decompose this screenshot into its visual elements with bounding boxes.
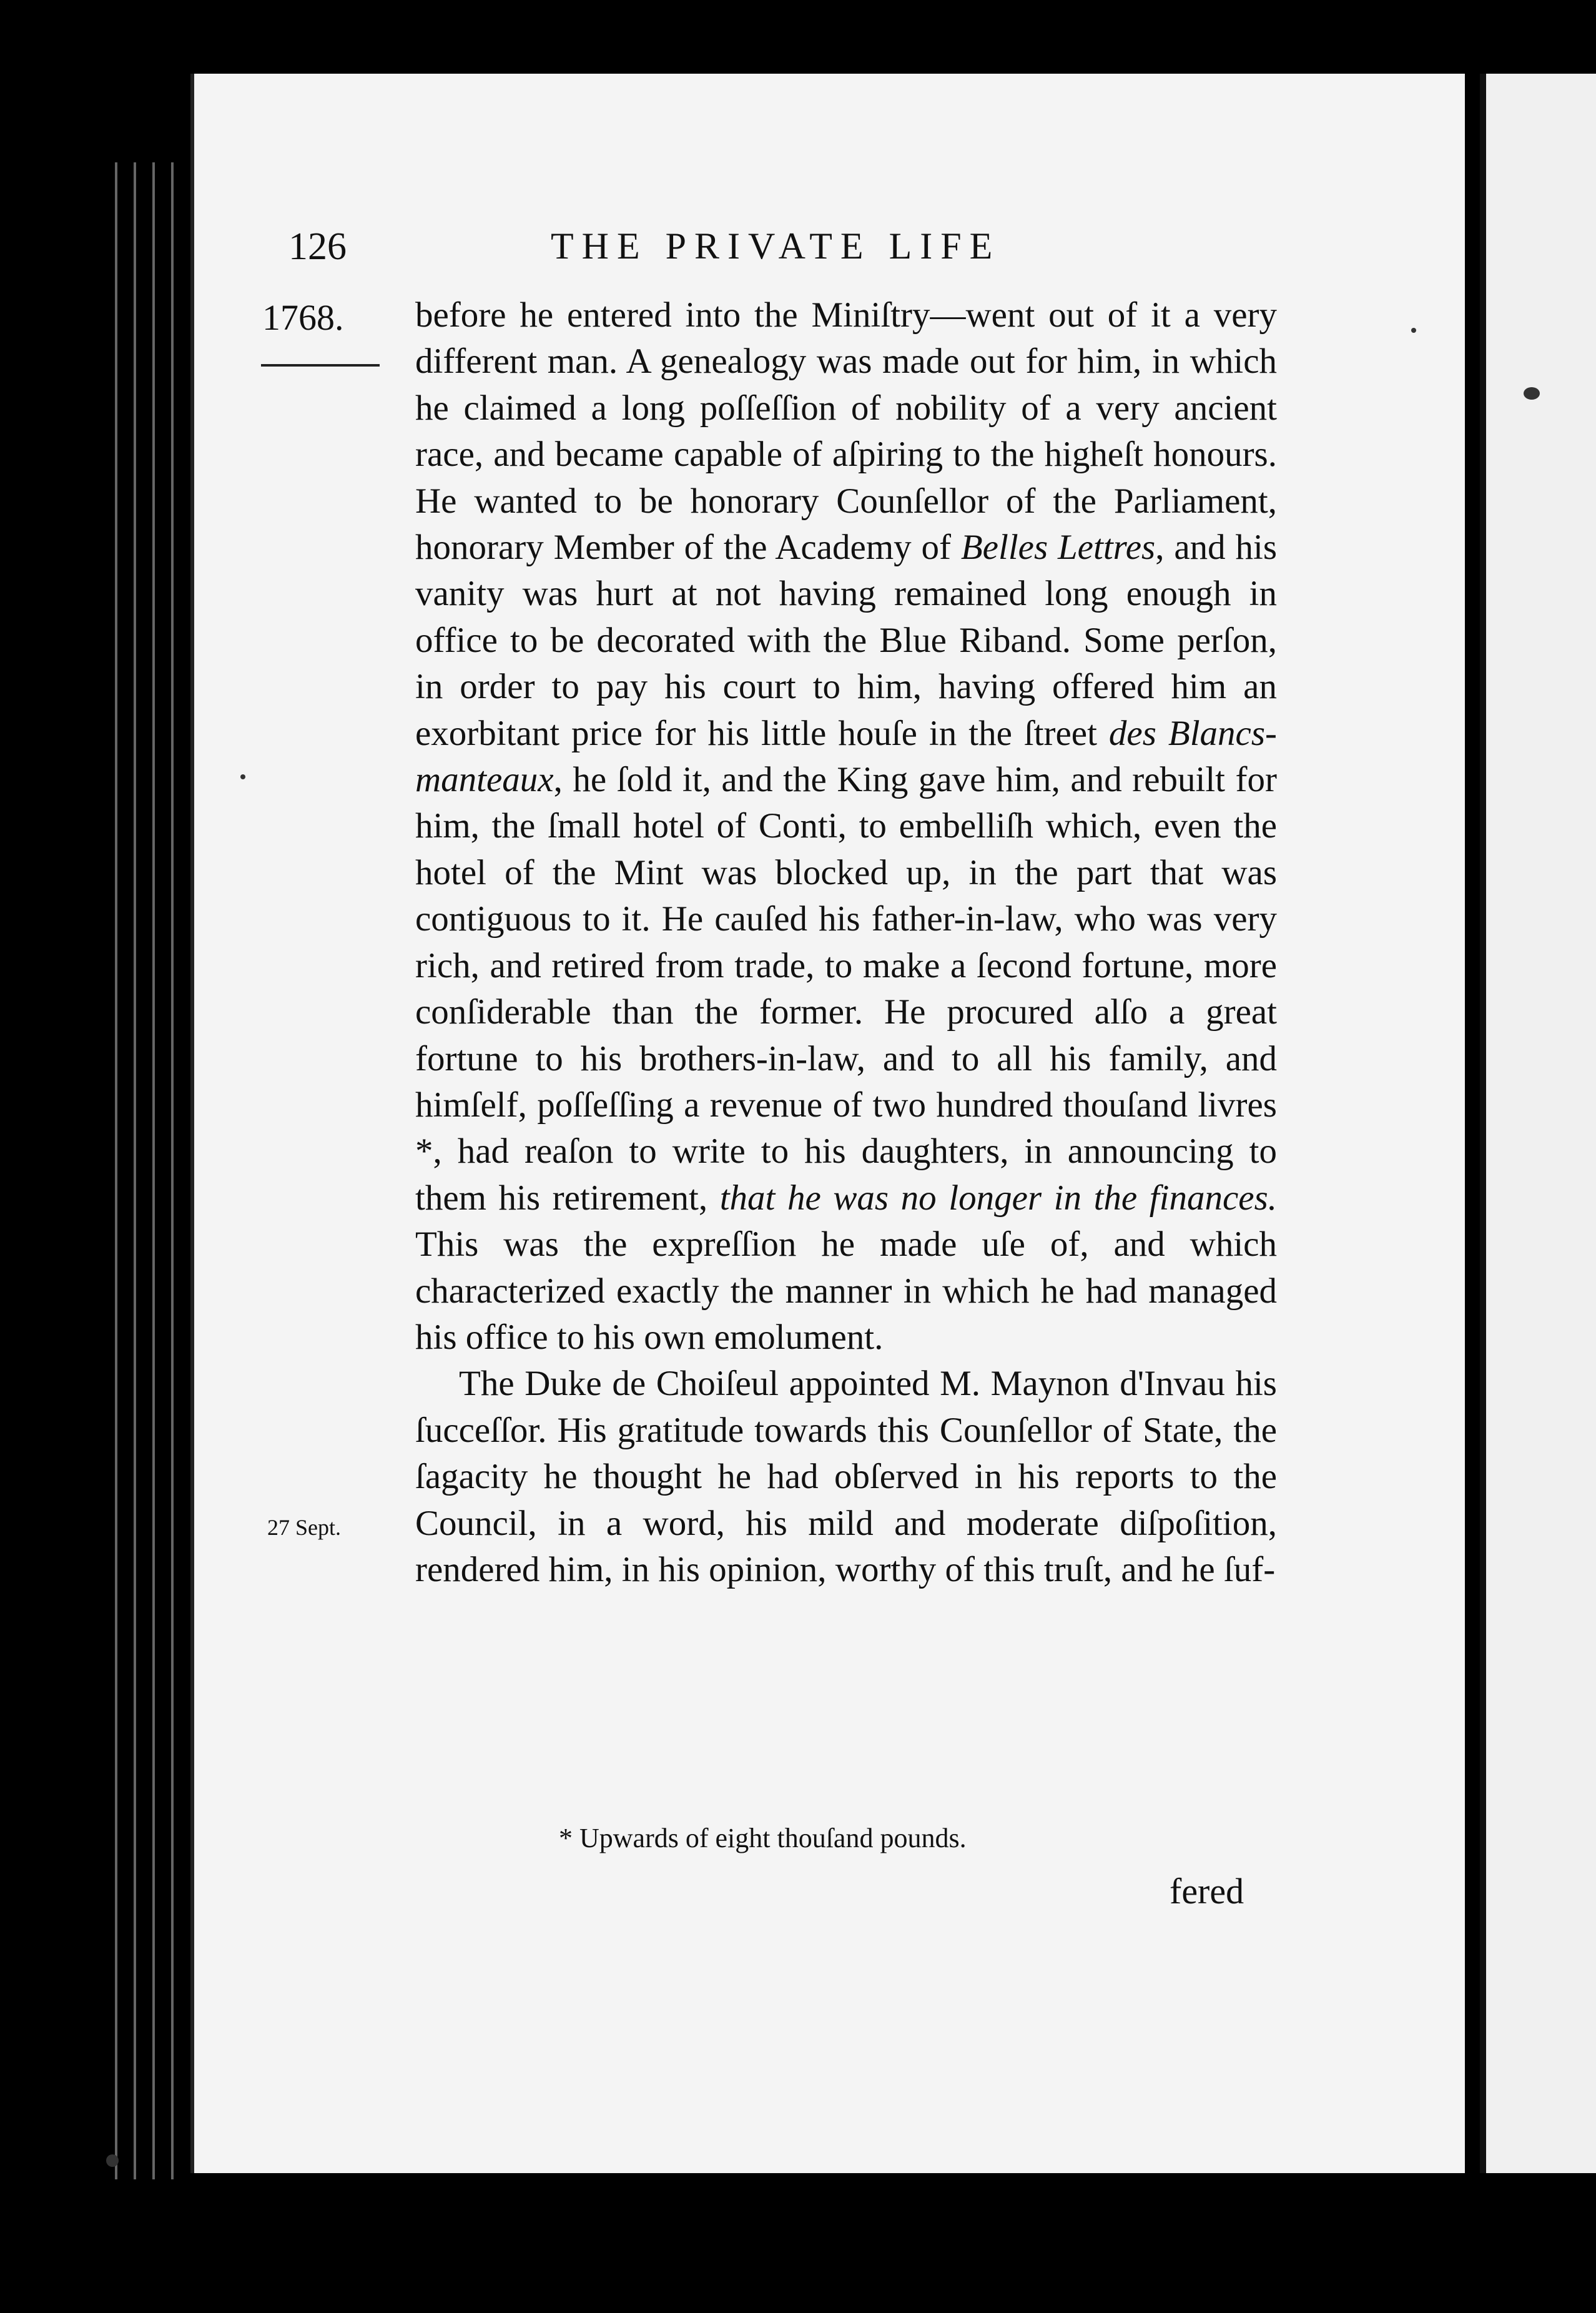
ink-speck [106, 2154, 119, 2167]
page-number: 126 [288, 225, 347, 268]
para1-italic-2: des Blancs-manteaux [415, 713, 1277, 800]
para1-text-a: before he entered into the Miniſtry—went out of it a very different man. A genealogy was made out for him, in which he claimed a long poſſeſſion of nobility of a very ancient race, and became capable of aſpiring to the higheſt honours. He wanted to be honorary Counſellor of the Parliament, honorary Member of the Academy of [415, 295, 1277, 568]
para1-text-c: , he ſold it, and the King gave him, and rebuilt for him, the ſmall hotel of Conti, to embelliſh which, even the hotel of the Mint was blocked up, in the part that was contiguous to it. He cauſed his father-in-law, who was very rich, and retired from trade, to make a ſecond fortune, more conſiderable than the former. He procured alſo a great fortune to his brothers-in-law, and to all his family, and himſelf, poſſeſſing a revenue of two hundred thouſand livres *, had reaſon to write to his daughters, in announcing to them his retirement, [415, 760, 1277, 1218]
ink-speck [240, 774, 245, 779]
ink-speck [1524, 387, 1540, 400]
para1-text-d: This was the expreſſion he made uſe of, and which characterized exactly the manner in which he had managed his office to his own emolument. [415, 1225, 1277, 1357]
margin-year-note: 1768. [262, 297, 344, 338]
facing-page-edge [1480, 74, 1596, 2173]
page-edges [106, 162, 181, 2179]
margin-rule [261, 364, 380, 367]
body-text [415, 292, 1277, 1593]
running-head: THE PRIVATE LIFE [551, 225, 1001, 267]
page-header [288, 225, 1163, 275]
paragraph-2: The Duke de Choiſeul appointed M. Maynon d'Invau his ſucceſſor. His gratitude towards this Counſellor of State, the ſagacity he thought he had obſerved in his reports to the Council, in a word, his mild and moderate diſpoſition, rendered him, in his opinion, worthy of this truſt, and he ſuf- [415, 1364, 1277, 1589]
paragraph-1 [415, 292, 1277, 1361]
para1-text-b: , and his vanity was hurt at not having remained long enough in office to be decorated with the Blue Riband. Some perſon, in order to pay his court to him, having offered him an exorbitant price for his little houſe in the ſtreet [415, 528, 1277, 753]
footnote: * Upwards of eight thouſand pounds. [559, 1823, 967, 1853]
para1-italic-3: that he was no longer in the finances. [719, 1178, 1277, 1218]
margin-date-note: 27 Sept. [267, 1515, 342, 1540]
catchword: fered [1170, 1871, 1244, 1911]
ink-speck [1411, 328, 1416, 333]
para1-italic-1: Belles Lettres [960, 528, 1156, 568]
